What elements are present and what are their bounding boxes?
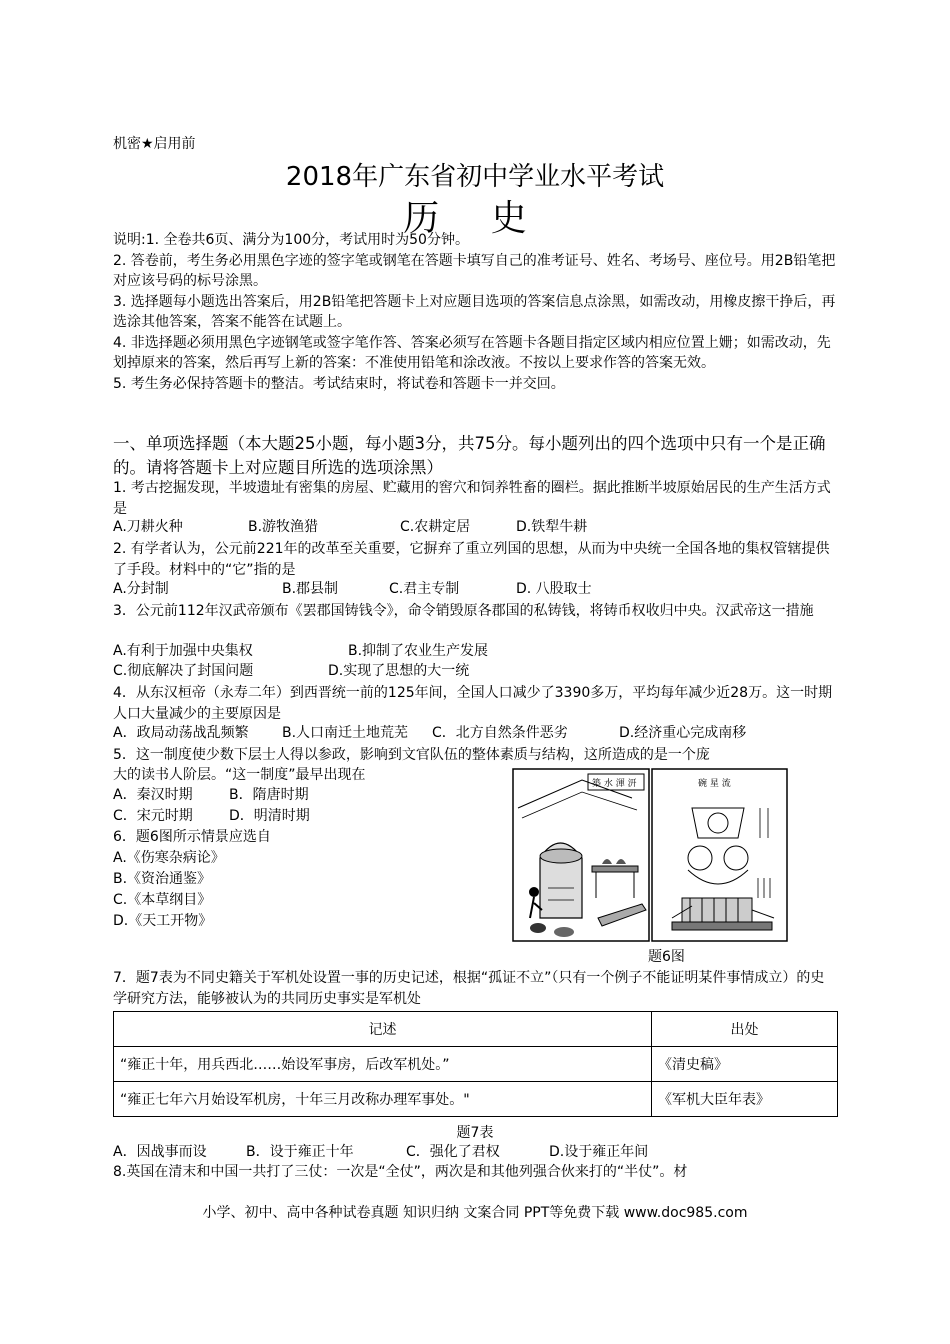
table-cell-record: “雍正十年，用兵西北……始设军事房，后改军机处。” xyxy=(114,1047,652,1082)
q7-option-b: B．设于雍正十年 xyxy=(246,1144,354,1160)
question-3-stem: 3．公元前112年汉武帝颁布《罢郡国铸钱令》，命令销毁原各郡国的私铸钱，将铸币权收归中央。汉武帝这一措施 xyxy=(113,603,814,619)
q1-option-d: D.铁犁牛耕 xyxy=(516,519,588,535)
q2-option-b: B.郡县制 xyxy=(282,581,339,597)
q6-option-a: A.《伤寒杂病论》 xyxy=(113,850,225,866)
instruction-1: 说明:1. 全卷共6页、满分为100分，考试用时为50分钟。 xyxy=(113,232,469,248)
q2-option-a: A.分封制 xyxy=(113,581,169,597)
figure-6-caption: 题6图 xyxy=(648,949,685,965)
q5-option-a: A．秦汉时期 xyxy=(113,787,193,803)
q4-option-a: A．政局动荡战乱频繁 xyxy=(113,725,249,741)
q2-option-d: D. 八股取士 xyxy=(516,581,592,597)
exam-title: 2018年广东省初中学业水平考试 xyxy=(285,162,665,192)
woodcut-image xyxy=(512,768,788,944)
table-cell-record: “雍正七年六月始设军机房，十年三月改称办理军事处。" xyxy=(114,1082,652,1117)
table-header-source: 出处 xyxy=(652,1012,838,1047)
table-row xyxy=(114,1047,838,1082)
instruction-5: 5. 考生务必保持答题卡的整洁。考试结束时，将试卷和答题卡一并交回。 xyxy=(113,375,565,392)
q5-option-b: B．隋唐时期 xyxy=(229,787,309,803)
instructions xyxy=(113,230,837,394)
instruction-4: 4. 非选择题必须用黑色字迹钢笔或签字笔作答、答案必须写在答题卡各题目指定区域内相应位置上姗；如需改动，先划掉原来的答案，然后再写上新的答案：不准使用铅笔和涂改液。不按以上要求作答的答案无效。 xyxy=(113,334,831,371)
left-panel-label: 築 水 渾 汧 xyxy=(592,779,637,789)
q5-option-c: C．宋元时期 xyxy=(113,808,193,824)
question-8-stem: 8.英国在清末和中国一共打了三仗：一次是“全仗”，两次是和其他列强合伙来打的“半仗”。材 xyxy=(113,1164,688,1180)
q6-option-b: B.《资治通鉴》 xyxy=(113,871,212,887)
right-panel-label: 碗 星 流 xyxy=(698,779,731,789)
instruction-3: 3. 选择题每小题选出答案后，用2B铅笔把答题卡上对应题目选项的答案信息点涂黑，如需改动，用橡皮擦干挣后，再选涂其他答案，答案不能答在试题上。 xyxy=(113,293,836,330)
question-6-stem: 6．题6图所示情景应选自 xyxy=(113,829,271,845)
subject-title: 历 史 xyxy=(403,198,547,239)
page-footer: 小学、初中、高中各种试卷真题 知识归纳 文案合同 PPT等免费下载 www.doc985.com xyxy=(202,1205,748,1221)
q4-option-b: B.人口南迁土地荒芜 xyxy=(282,725,409,741)
q6-option-d: D.《天工开物》 xyxy=(113,913,213,929)
question-2-stem: 2. 有学者认为，公元前221年的改革至关重要，它摒弃了重立列国的思想，从而为中央统一全国各地的集权管辖提供了手段。材料中的“它”指的是 xyxy=(113,541,830,578)
question-7-stem: 7．题7表为不同史籍关于军机处设置一事的历史记述，根据“孤证不立”（只有一个例子不能证明某件事情成立）的史学研究方法，能够被认为的共同历史事实是军机处 xyxy=(113,970,825,1007)
section-heading: 一、单项选择题（本大题25小题，每小题3分，共75分。每小题列出的四个选项中只有一个是正确的。请将答题卡上对应题目所选的选项涂黑） xyxy=(113,434,826,477)
confidential-mark: 机密★启用前 xyxy=(113,136,196,152)
table-header-row xyxy=(114,1012,838,1047)
table-row xyxy=(114,1082,838,1117)
question-5-stem-line2: 大的读书人阶层。“这一制度”最早出现在 xyxy=(113,767,366,783)
table-7 xyxy=(113,1011,838,1117)
q7-option-d: D.设于雍正年间 xyxy=(549,1144,649,1160)
q5-option-d: D．明清时期 xyxy=(229,808,310,824)
question-4-stem: 4．从东汉桓帝（永寿二年）到西晋统一前的125年间，全国人口减少了3390多万，平均每年减少近28万。这一时期人口大量减少的主要原因是 xyxy=(113,685,833,722)
q6-option-c: C.《本草纲目》 xyxy=(113,892,212,908)
question-5-stem-line1: 5．这一制度使少数下层士人得以参政，影响到文官队伍的整体素质与结构，这所造成的是一个庞 xyxy=(113,747,710,763)
q1-option-c: C.农耕定居 xyxy=(400,519,471,535)
table-7-caption: 题7表 xyxy=(456,1125,494,1141)
figure-6-illustration xyxy=(512,768,788,944)
table-cell-source: 《清史稿》 xyxy=(652,1047,838,1082)
q3-option-d: D.实现了思想的大一统 xyxy=(328,663,470,679)
q3-option-a: A.有利于加强中央集权 xyxy=(113,643,253,659)
q1-option-a: A.刀耕火种 xyxy=(113,519,183,535)
q7-option-a: A．因战事而设 xyxy=(113,1144,207,1160)
q3-option-c: C.彻底解决了封国问题 xyxy=(113,663,254,679)
q3-option-b: B.抑制了农业生产发展 xyxy=(348,643,489,659)
question-1-stem: 1. 考古挖掘发现，半坡遗址有密集的房屋、贮藏用的窖穴和饲养牲畜的圈栏。据此推断半坡原始居民的生产生活方式是 xyxy=(113,480,831,517)
instruction-2: 2. 答卷前，考生务必用黑色字迹的签字笔或钢笔在答题卡填写自己的准考证号、姓名、考场号、座位号。用2B铅笔把对应该号码的标号涂黑。 xyxy=(113,252,836,289)
q7-option-c: C．强化了君权 xyxy=(406,1144,500,1160)
q4-option-c: C．北方自然条件恶劣 xyxy=(432,725,568,741)
q1-option-b: B.游牧渔猎 xyxy=(248,519,319,535)
table-cell-source: 《军机大臣年表》 xyxy=(652,1082,838,1117)
q4-option-d: D.经济重心完成南移 xyxy=(619,725,747,741)
q2-option-c: C.君主专制 xyxy=(389,581,460,597)
table-header-record: 记述 xyxy=(114,1012,652,1047)
